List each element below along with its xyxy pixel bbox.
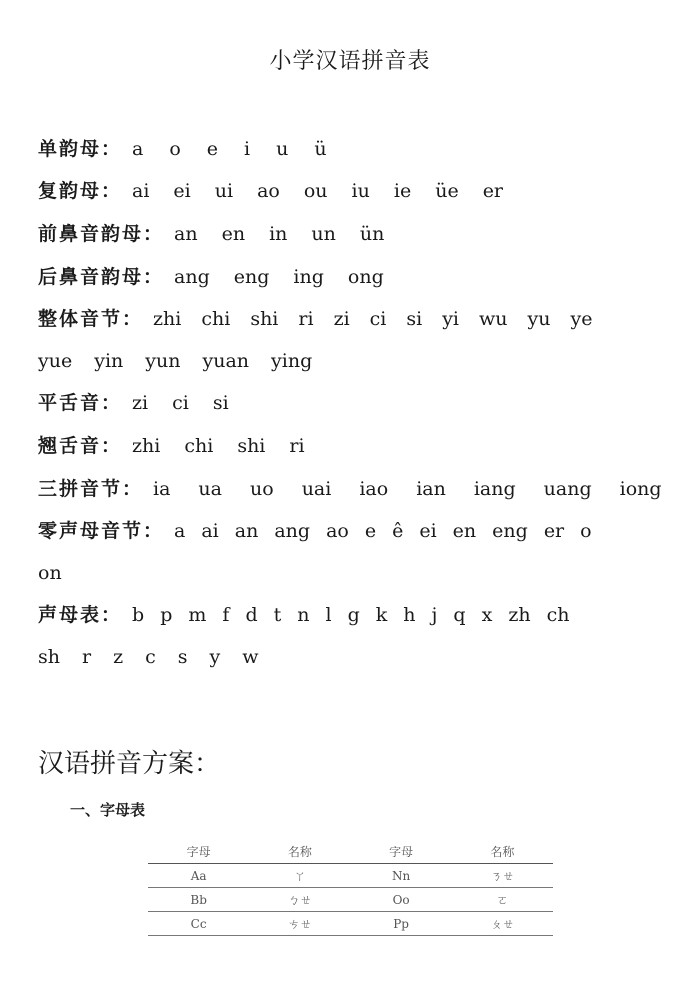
row-label: 前鼻音韵母： [38, 223, 165, 245]
pinyin-row [38, 474, 662, 501]
pinyin-item: t [273, 604, 282, 626]
table-cell: Bb [148, 888, 249, 912]
table-header: 名称 [249, 840, 350, 864]
pinyin-item: uo [250, 478, 274, 500]
pinyin-item: zi [333, 308, 350, 330]
pinyin-item: er [543, 520, 565, 542]
pinyin-item: i [244, 138, 251, 160]
pinyin-item: ü [314, 138, 327, 160]
pinyin-item: k [375, 604, 388, 626]
pinyin-item: iang [473, 478, 516, 500]
pinyin-item: g [347, 604, 360, 626]
pinyin-item: a [174, 520, 186, 542]
pinyin-item: h [403, 604, 416, 626]
section-title: 汉语拼音方案： [38, 749, 221, 779]
pinyin-item: s [177, 646, 188, 668]
pinyin-item: iu [351, 180, 370, 202]
pinyin-item: shi [237, 435, 266, 457]
pinyin-item: z [113, 646, 124, 668]
table-cell: ㄆㄝ [452, 912, 553, 936]
pinyin-item: w [242, 646, 259, 668]
pinyin-item: ai [132, 180, 150, 202]
page-title: 小学汉语拼音表 [269, 49, 431, 74]
pinyin-item: p [160, 604, 173, 626]
pinyin-item: an [174, 223, 198, 245]
pinyin-item: zhi [132, 435, 161, 457]
pinyin-item: m [188, 604, 207, 626]
pinyin-item: yin [94, 350, 124, 372]
pinyin-row [38, 304, 592, 331]
alphabet-table [148, 840, 553, 936]
pinyin-item: n [297, 604, 310, 626]
pinyin-item: ch [546, 604, 570, 626]
pinyin-item: e [364, 520, 377, 542]
pinyin-item: a [132, 138, 144, 160]
table-cell: ㄛ [452, 888, 553, 912]
pinyin-item: ün [359, 223, 385, 245]
pinyin-item: yuan [202, 350, 250, 372]
pinyin-item: en [221, 223, 246, 245]
pinyin-item: shi [250, 308, 279, 330]
row-label: 翘舌音： [38, 435, 123, 457]
pinyin-item: u [276, 138, 289, 160]
table-cell: ㄋㄝ [452, 864, 553, 888]
pinyin-item: yue [38, 350, 73, 372]
table-header: 名称 [452, 840, 553, 864]
pinyin-row [38, 350, 312, 372]
pinyin-item: sh [38, 646, 60, 668]
pinyin-item: o [580, 520, 592, 542]
pinyin-item: on [38, 562, 62, 584]
table-row [148, 864, 553, 888]
pinyin-item: si [406, 308, 423, 330]
pinyin-item: en [452, 520, 477, 542]
pinyin-item: zhi [153, 308, 182, 330]
pinyin-item: eng [492, 520, 528, 542]
sub-title: 一、字母表 [70, 801, 146, 819]
pinyin-item: uang [543, 478, 592, 500]
table-cell: ㄚ [249, 864, 350, 888]
pinyin-item: ci [172, 392, 189, 414]
table-row [148, 888, 553, 912]
pinyin-item: ying [271, 350, 313, 372]
pinyin-item: ang [174, 266, 210, 288]
pinyin-item: zh [508, 604, 531, 626]
pinyin-item: e [206, 138, 219, 160]
pinyin-item: yi [442, 308, 460, 330]
pinyin-item: eng [233, 266, 270, 288]
table-cell: Nn [351, 864, 452, 888]
pinyin-item: ei [173, 180, 191, 202]
pinyin-item: r [82, 646, 92, 668]
pinyin-item: ao [326, 520, 349, 542]
pinyin-item: ia [153, 478, 171, 500]
pinyin-item: zi [132, 392, 149, 414]
pinyin-item: ua [198, 478, 222, 500]
pinyin-item: l [325, 604, 332, 626]
row-label: 三拼音节： [38, 478, 144, 500]
pinyin-row [38, 134, 327, 161]
row-label: 单韵母： [38, 138, 123, 160]
row-label: 后鼻音韵母： [38, 266, 165, 288]
pinyin-item: iao [359, 478, 389, 500]
table-cell: Oo [351, 888, 452, 912]
pinyin-item: y [209, 646, 221, 668]
pinyin-item: ye [570, 308, 593, 330]
table-cell: Aa [148, 864, 249, 888]
pinyin-item: yu [527, 308, 551, 330]
pinyin-row [38, 262, 384, 289]
pinyin-item: ê [392, 520, 404, 542]
pinyin-item: ing [293, 266, 324, 288]
row-label: 零声母音节： [38, 520, 165, 542]
pinyin-item: o [169, 138, 181, 160]
row-label: 整体音节： [38, 308, 144, 330]
pinyin-item: ui [214, 180, 234, 202]
pinyin-row [38, 562, 62, 584]
pinyin-item: üe [435, 180, 459, 202]
pinyin-item: er [482, 180, 504, 202]
pinyin-item: ang [274, 520, 311, 542]
pinyin-item: ri [289, 435, 305, 457]
pinyin-row [38, 219, 384, 246]
pinyin-item: j [431, 604, 438, 626]
pinyin-row [38, 600, 569, 627]
pinyin-item: ri [298, 308, 314, 330]
pinyin-row [38, 646, 259, 668]
pinyin-row [38, 388, 229, 415]
pinyin-item: iong [619, 478, 662, 500]
row-label: 平舌音： [38, 392, 123, 414]
pinyin-item: in [269, 223, 288, 245]
pinyin-item: uai [301, 478, 332, 500]
pinyin-item: b [132, 604, 145, 626]
pinyin-item: ou [303, 180, 328, 202]
pinyin-item: ci [369, 308, 387, 330]
pinyin-row [38, 176, 503, 203]
row-label: 声母表： [38, 604, 123, 626]
pinyin-item: x [481, 604, 493, 626]
table-header: 字母 [148, 840, 249, 864]
table-cell: ㄘㄝ [249, 912, 350, 936]
pinyin-item: chi [184, 435, 214, 457]
pinyin-item: chi [201, 308, 231, 330]
table-cell: Cc [148, 912, 249, 936]
table-header: 字母 [351, 840, 452, 864]
pinyin-item: ai [201, 520, 219, 542]
table-cell: Pp [351, 912, 452, 936]
pinyin-item: ian [416, 478, 446, 500]
pinyin-item: f [222, 604, 230, 626]
table-cell: ㄅㄝ [249, 888, 350, 912]
pinyin-item: wu [479, 308, 508, 330]
pinyin-item: yun [145, 350, 181, 372]
pinyin-item: d [245, 604, 258, 626]
pinyin-item: ao [257, 180, 280, 202]
pinyin-item: si [212, 392, 229, 414]
pinyin-row [38, 516, 592, 543]
pinyin-item: ie [393, 180, 412, 202]
pinyin-item: an [234, 520, 259, 542]
pinyin-row [38, 431, 305, 458]
row-label: 复韵母： [38, 180, 123, 202]
table-header-row [148, 840, 553, 864]
pinyin-item: un [311, 223, 336, 245]
table-row [148, 912, 553, 936]
pinyin-item: ong [347, 266, 384, 288]
pinyin-item: q [453, 604, 466, 626]
pinyin-item: ei [419, 520, 437, 542]
pinyin-item: c [145, 646, 156, 668]
